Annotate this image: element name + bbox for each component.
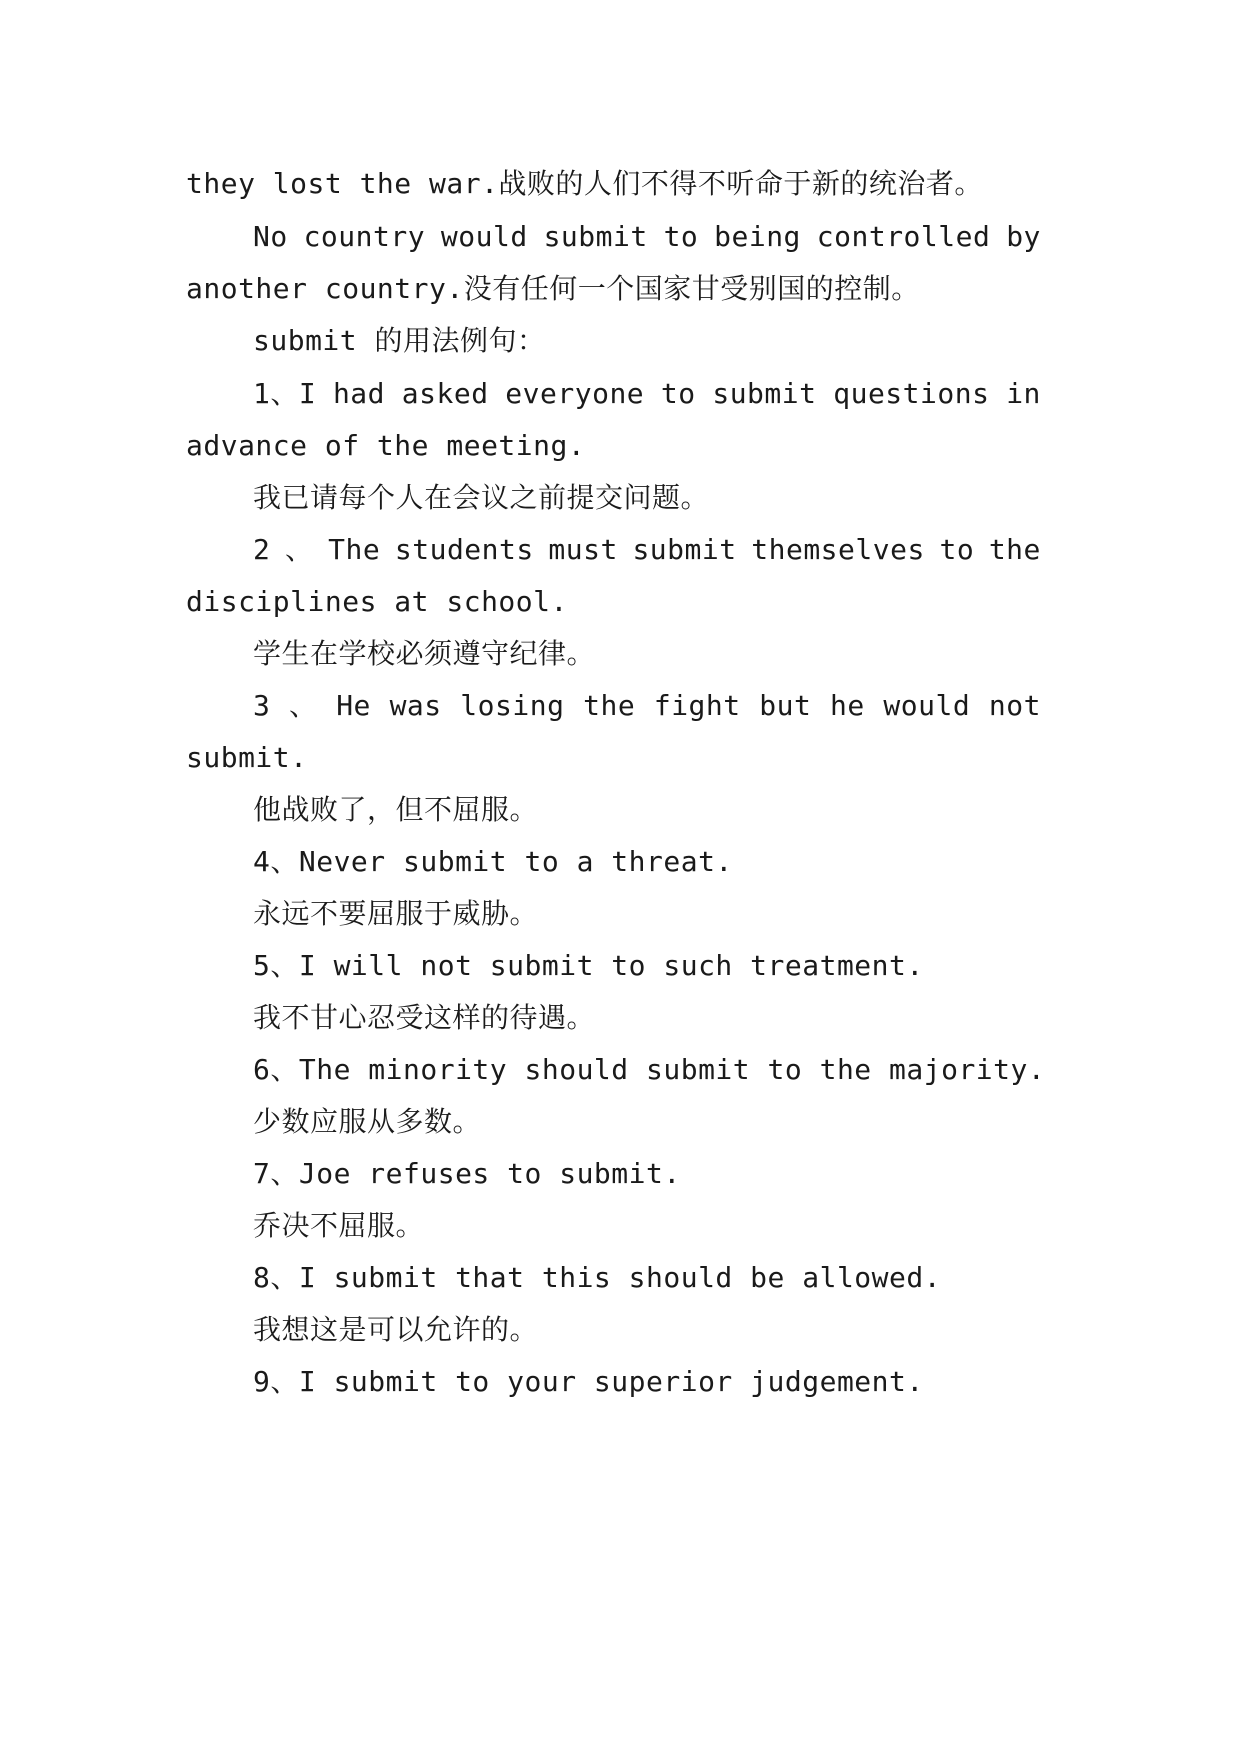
word: fight [653,689,741,722]
word: submit [632,533,737,566]
word: had [332,377,386,410]
word: He [336,689,371,722]
word: 1、I [253,377,317,410]
word: to [663,220,699,253]
paragraph-line-justified [253,219,1041,255]
word: the [583,689,636,722]
word: 3 [253,689,271,722]
word: No [253,220,288,253]
example-3-translation: 他战败了，但不屈服。 [253,793,539,826]
paragraph-line: they lost the war.战败的人们不得不听命于新的统治者。 [186,167,983,200]
example-1-continuation: advance of the meeting. [186,429,586,462]
example-6-line: 6、The minority should submit to the majority. [253,1053,1046,1086]
word: 、 [289,689,318,722]
example-6-translation: 少数应服从多数。 [253,1105,482,1138]
word: to [660,377,696,410]
example-1-translation: 我已请每个人在会议之前提交问题。 [253,481,710,514]
word: everyone [505,377,645,410]
word: must [548,533,618,566]
word: by [1006,220,1041,253]
word: submit [712,377,817,410]
example-7-line: 7、Joe refuses to submit. [253,1157,681,1190]
word: he [830,689,865,722]
example-8-translation: 我想这是可以允许的。 [253,1313,539,1346]
word: would [440,220,528,253]
example-4-line: 4、Never submit to a threat. [253,845,733,878]
word: but [759,689,812,722]
example-1-line [253,376,1041,412]
word: losing [460,689,565,722]
example-3-continuation: submit. [186,741,308,774]
word: controlled [816,220,991,253]
word: questions [833,377,990,410]
word: students [394,533,534,566]
word: The [328,533,381,566]
example-2-continuation: disciplines at school. [186,585,568,618]
example-8-line: 8、I submit that this should be allowed. [253,1261,942,1294]
example-2-translation: 学生在学校必须遵守纪律。 [253,637,596,670]
paragraph-line: another country.没有任何一个国家甘受别国的控制。 [186,272,920,305]
example-5-line: 5、I will not submit to such treatment. [253,949,924,982]
example-9-line: 9、I submit to your superior judgement. [253,1365,924,1398]
example-5-translation: 我不甘心忍受这样的待遇。 [253,1001,596,1034]
word: to [939,533,975,566]
example-3-line [253,688,1041,724]
example-2-line [253,532,1041,568]
word: themselves [751,533,925,566]
section-heading: submit 的用法例句： [253,324,546,357]
word: would [883,689,971,722]
word: country [303,220,426,253]
word: 、 [285,533,314,566]
word: being [714,220,801,253]
word: was [389,689,442,722]
word: submit [543,220,648,253]
example-4-translation: 永远不要屈服于威胁。 [253,897,539,930]
word: not [988,689,1041,722]
word: asked [401,377,489,410]
word: 2 [253,533,271,566]
word: the [988,533,1041,566]
example-7-translation: 乔决不屈服。 [253,1209,425,1242]
word: in [1006,377,1041,410]
